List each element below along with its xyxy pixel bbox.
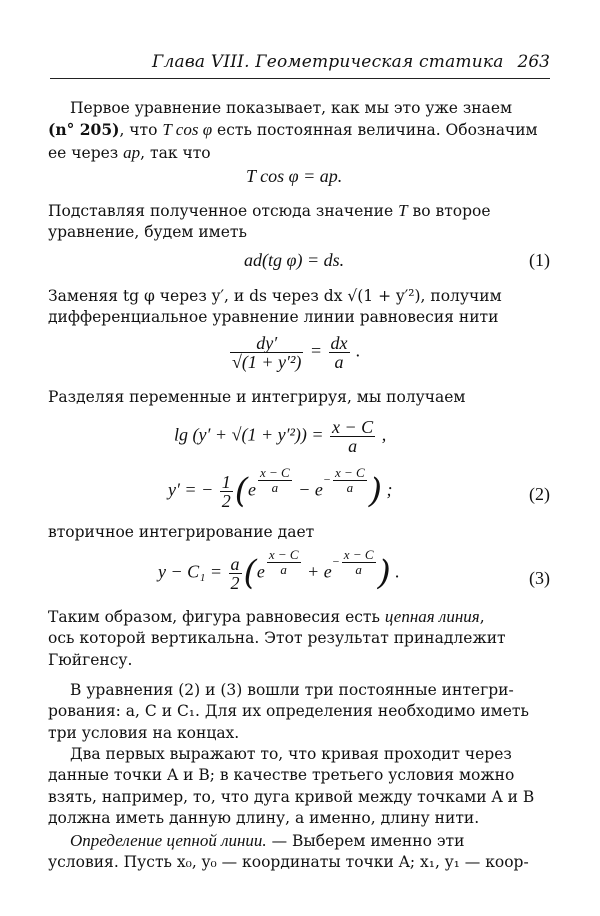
exp3a-frac [267,548,301,577]
p2-line-b: уравнение, будем иметь [48,223,247,242]
p1-text-end: есть постоянная величина. Обозначим [212,121,538,140]
p6-line-a: Таким образом, фигура равновесия есть [48,608,385,626]
minus-sign: − [298,479,311,500]
p9-line-b: условия. Пусть x₀, y₀ — координаты точки A; x₁, y₁ — коор- [48,853,529,872]
dy-numerator: dy′ [230,334,303,353]
p5-line: вторичное интегрирование дает [48,523,315,541]
lg-numerator: x − C [332,417,374,437]
exponent-3a [265,548,303,577]
equation-differential [228,334,361,371]
paragraph-7 [48,680,551,744]
half-denominator: 2 [221,490,231,511]
exp2-den: a [346,480,354,495]
semicolon: ; [386,479,393,500]
paragraph-4 [48,387,551,408]
half-numerator: 1 [221,471,231,492]
p8-line-c: взять, например, то, что дуга кривой между точками A и B [48,787,535,806]
chapter-title: Глава VIII. Геометрическая статика [152,52,504,72]
exp2-num: x − C [334,465,365,480]
period: . [356,340,361,361]
equation-3-number: (3) [529,568,550,588]
p6-line-c: Гюйгенсу. [48,650,133,669]
p1-line-c: ее через [48,143,124,162]
eq3-lhs: y − C₁ = [158,561,223,582]
eq2-lhs: y′ = − [168,479,214,500]
comma: , [381,424,387,445]
exp3a-den: a [280,562,287,577]
header-rule [50,78,550,79]
p7-line-a: В уравнения (2) и (3) вошли три постоянные интегри- [70,681,514,699]
fraction-a-half [229,555,242,592]
p1-text: , что [119,121,163,140]
p9-emphasis: Определение цепной линии. [70,831,267,850]
exponent-2: − $\frac{x - C}{a}$ [322,465,365,495]
exp3b-frac [342,548,376,577]
equation-3: y − C₁ = $\frac{a}{2}$ (e $\frac{x - C}{a}$ + e− $\frac{x - C}{a}$ ) . [158,547,400,594]
p9-line-a-end: — Выберем именно эти [266,832,465,850]
p2-line-a-end: во второе [407,202,491,220]
p2-line-a: Подставляя полученное отсюда значение [48,202,399,220]
plus-sign: + [307,561,320,582]
paragraph-5 [48,522,551,543]
page-number: 263 [517,52,550,72]
fraction-lg [330,418,375,455]
lg-denominator: a [348,436,358,456]
exp3a-num: x − C [268,547,299,562]
exp1-num: x − C [260,465,290,480]
p1-ref: (n° 205) [48,120,120,140]
exponent-3b: − $\frac{x - C}{a}$ [331,547,374,577]
p3-line-a: Заменяя tg φ через y′, и ds через dx √(1 + y′²), получим [48,287,502,305]
right-paren-3: ) [377,553,391,594]
paragraph-6 [48,606,551,671]
p8-line-d: должна иметь данную длину, а именно, длину нити. [48,809,480,828]
p6-line-a-end: , [479,608,485,626]
running-header [50,48,550,74]
equation-1-number: (1) [529,250,550,270]
p6-emphasis: цепная линия [384,607,480,626]
fraction-dx [329,334,350,371]
paragraph-3 [48,286,551,329]
right-paren: ) [368,471,382,512]
p7-line-c: три условия на концах. [48,723,240,742]
p1-expr: T cos φ [162,120,213,140]
dx-numerator: dx [330,333,348,353]
p4-line: Разделяя переменные и интегрируя, мы получаем [48,388,466,406]
p8-line-a: Два первых выражают то, что кривая проходит через [70,745,512,763]
equation-lg [174,418,386,455]
p1-line-a: Первое уравнение показывает, как мы это уже знаем [70,99,513,117]
fraction-half [220,473,233,510]
left-paren-3: ( [243,553,257,594]
exp1-frac [258,466,292,495]
p7-line-b: рования: a, C и C₁. Для их определения необходимо иметь [48,702,529,721]
left-paren: ( [234,471,248,512]
exp3b-num: x − C [343,547,374,562]
paragraph-9 [48,830,551,874]
fraction-dy [230,334,303,371]
lg-lhs: lg (y′ + √(1 + y′²)) = [174,424,324,445]
equals-sign: = [309,340,322,361]
exp2-frac [333,466,367,495]
dx-denominator: a [334,352,344,372]
p6-line-b: ось которой вертикальна. Этот результат принадлежит [48,629,506,648]
p1-line-c-end: , так что [140,143,211,162]
p8-line-b: данные точки A и B; в качестве третьего условия можно [48,766,515,785]
equation-2-number: (2) [529,484,550,504]
a-numerator: a [230,553,240,574]
p3-line-b: дифференциальное уравнение линии равновесия нити [48,308,499,327]
paragraph-2 [48,200,551,244]
a-denominator: 2 [230,572,240,593]
paragraph-1 [48,98,551,164]
exponent-1 [256,466,294,495]
p1-var-ap: ap [123,142,141,162]
equation-tcos: T cos φ = ap. [246,166,343,186]
p2-var-t: T [398,201,408,220]
paragraph-8 [48,744,551,830]
dy-denominator: √(1 + y′²) [232,352,302,372]
equation-2: y′ = − $\frac{1}{2}$ (e $\frac{x - C}{a}$ − e− $\frac{x - C}{a}$ ) ; [168,465,393,512]
exp1-den: a [271,480,279,495]
equation-1: ad(tg φ) = ds. [244,250,345,270]
period-3: . [395,561,400,582]
exp3b-den: a [355,562,362,577]
